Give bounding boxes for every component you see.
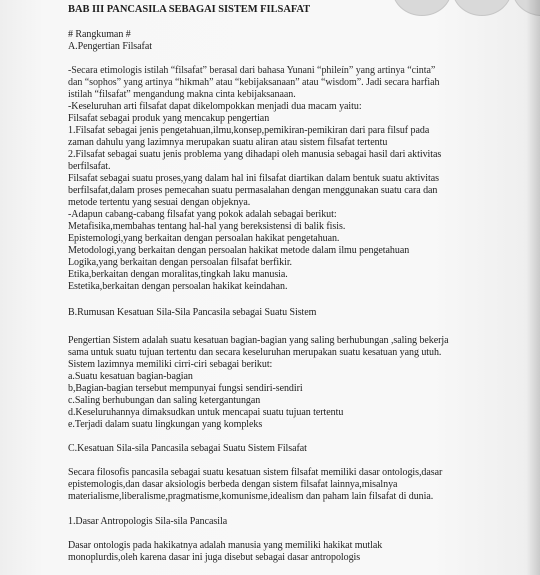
decorative-circle: [452, 0, 512, 16]
text-line: materialisme,liberalisme,pragmatisme,komunisme,idealism dan paham lain filsafat di dunia.: [68, 491, 434, 502]
text-line: Pengertian Sistem adalah suatu kesatuan bagian-bagian yang saling berhubungan ,saling bekerja: [68, 335, 449, 346]
text-line: -Adapun cabang-cabang filsafat yang pokok adalah sebagai berikut:: [68, 209, 337, 220]
text-line: Metafisika,membahas tentang hal-hal yang bereksistensi di balik fisis.: [68, 221, 346, 232]
text-line: Sistem lazimnya memiliki cirri-ciri sebagai berikut:: [68, 359, 273, 370]
text-line: epistemologis,dan dasar aksiologis berbeda dengan sistem filsafat lainnya,misalnya: [68, 479, 398, 490]
text-line: istilah “filsafat” mengandung makna cinta kebijaksanaan.: [68, 89, 296, 100]
text-line: -Keseluruhan arti filsafat dapat dikelompokkan menjadi dua macam yaitu:: [68, 101, 362, 112]
list-item: a.Suatu kesatuan bagian-bagian: [68, 371, 193, 382]
text-line: 2.Filsafat sebagai suatu jenis problema yang dihadapi oleh manusia sebagai hasil dari aktivitas: [68, 149, 442, 160]
text-line: Epistemologi,yang berkaitan dengan persoalan hakikat pengetahuan.: [68, 233, 340, 244]
section-heading-c: C.Kesatuan Sila-sila Pancasila sebagai Suatu Sistem Filsafat: [68, 443, 307, 454]
text-line: Secara filosofis pancasila sebagai suatu kesatuan sistem filsafat memiliki dasar ontologis,dasar: [68, 467, 443, 478]
text-line: 1.Filsafat sebagai jenis pengetahuan,ilmu,konsep,pemikiran-pemikiran dari para filsuf pada: [68, 125, 430, 136]
text-line: Logika,yang berkaitan dengan persoalan filsafat berfikir.: [68, 257, 293, 268]
text-line: monoplurdis,oleh karena dasar ini juga disebut sebagai dasar antropologis: [68, 552, 361, 563]
text-line: berfilsafat,dalam proses pemecahan suatu permasalahan dengan menggunakan suatu cara dan: [68, 185, 438, 196]
text-line: Dasar ontologis pada hakikatnya adalah manusia yang memiliki hakikat mutlak: [68, 540, 383, 551]
page-edge-shadow: [526, 0, 540, 575]
list-item: e.Terjadi dalam suatu lingkungan yang kompleks: [68, 419, 263, 430]
decorative-circle: [392, 0, 452, 16]
summary-heading: # Rangkuman #: [68, 29, 131, 40]
text-line: -Secara etimologis istilah “filsafat” berasal dari bahasa Yunani “phileín” yang artinya “cinta”: [68, 65, 436, 76]
section-heading-b: B.Rumusan Kesatuan Sila-Sila Pancasila sebagai Suatu Sistem: [68, 307, 317, 318]
text-line: metode tertentu yang sesuai dengan objeknya.: [68, 197, 251, 208]
list-item: b,Bagian-bagian tersebut mempunyai fungsi sendiri-sendiri: [68, 383, 303, 394]
text-line: Filsafat sebagai suatu proses,yang dalam hal ini filsafat diartikan dalam bentuk suatu aktivitas: [68, 173, 439, 184]
text-line: sama untuk suatu tujuan tertentu dan secara keseluruhan merupakan suatu kesatuan yang utuh.: [68, 347, 442, 358]
list-item: d.Keseluruhannya dimaksudkan untuk mencapai suatu tujuan tertentu: [68, 407, 344, 418]
text-line: dan “sophos” yang artinya “hikmah” atau “kebijaksanaan” atau “wisdom”. Jadi secara harfiah: [68, 77, 440, 88]
text-line: Estetika,berkaitan dengan persoalan hakikat keindahan.: [68, 281, 288, 292]
text-line: Etika,berkaitan dengan moralitas,tingkah laku manusia.: [68, 269, 288, 280]
text-line: Metodologi,yang berkaitan dengan persoalan hakikat metode dalam ilmu pengetahuan: [68, 245, 410, 256]
text-line: Filsafat sebagai produk yang mencakup pengertian: [68, 113, 270, 124]
subsection-heading: 1.Dasar Antropologis Sila-sila Pancasila: [68, 516, 228, 527]
document-title: BAB III PANCASILA SEBAGAI SISTEM FILSAFAT: [68, 4, 311, 15]
text-line: zaman dahulu yang lazimnya merupakan suatu aliran atau sistem filsafat tertentu: [68, 137, 388, 148]
section-heading-a: A.Pengertian Filsafat: [68, 41, 152, 52]
list-item: c.Saling berhubungan dan saling ketergantungan: [68, 395, 261, 406]
text-line: berfilsafat.: [68, 161, 111, 172]
